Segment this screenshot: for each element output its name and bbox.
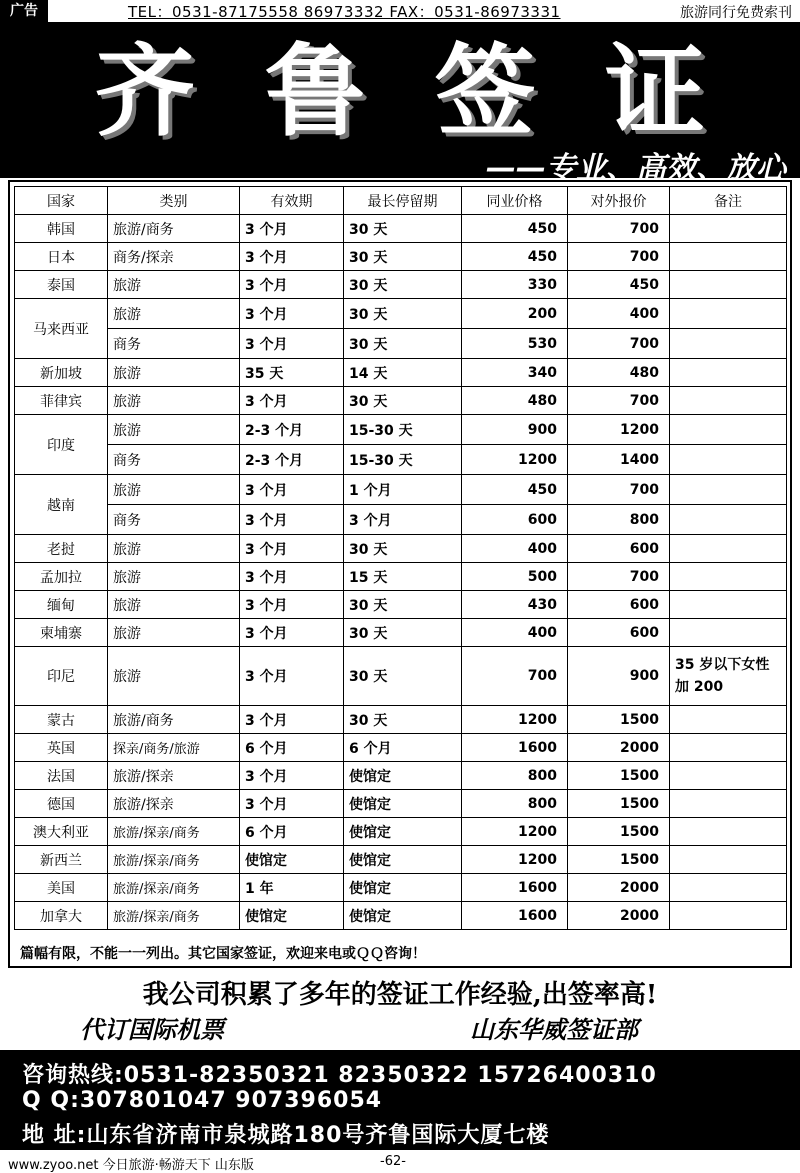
country-cell: 柬埔寨 (15, 619, 108, 647)
trade-price-cell: 800 (462, 790, 568, 818)
title-char: 齐 (95, 33, 195, 150)
type-cell: 旅游/探亲 (108, 762, 240, 790)
validity-cell: 3 个月 (240, 329, 344, 359)
retail-price-cell: 700 (568, 387, 670, 415)
title-char: 签 (435, 33, 535, 150)
country-cell: 缅甸 (15, 591, 108, 619)
table-row (15, 535, 787, 563)
country-cell: 新西兰 (15, 846, 108, 874)
remarks-cell (670, 734, 787, 762)
ad-label: 广告 (0, 0, 48, 22)
validity-cell: 3 个月 (240, 535, 344, 563)
validity-cell: 3 个月 (240, 271, 344, 299)
top-bar (0, 0, 800, 23)
type-cell: 旅游 (108, 387, 240, 415)
retail-price-cell: 2000 (568, 902, 670, 930)
retail-price-cell: 1400 (568, 445, 670, 475)
country-cell: 法国 (15, 762, 108, 790)
stay-cell: 30 天 (344, 271, 462, 299)
retail-price-cell: 1500 (568, 790, 670, 818)
table-row (15, 445, 787, 475)
type-cell: 旅游/商务 (108, 215, 240, 243)
table-row (15, 415, 787, 445)
stay-cell: 30 天 (344, 299, 462, 329)
validity-cell: 2-3 个月 (240, 445, 344, 475)
validity-cell: 3 个月 (240, 706, 344, 734)
stay-cell: 30 天 (344, 243, 462, 271)
title-char: 鲁 (265, 33, 365, 150)
stay-cell: 1 个月 (344, 475, 462, 505)
retail-price-cell: 450 (568, 271, 670, 299)
retail-price-cell: 600 (568, 591, 670, 619)
header-max-stay: 最长停留期 (344, 187, 462, 215)
stay-cell: 使馆定 (344, 846, 462, 874)
contact-line: TEL：0531-87175558 86973332 FAX：0531-86973331 (128, 3, 561, 21)
type-cell: 探亲/商务/旅游 (108, 734, 240, 762)
trade-price-cell: 400 (462, 619, 568, 647)
retail-price-cell: 700 (568, 215, 670, 243)
type-cell: 旅游/商务 (108, 706, 240, 734)
validity-cell: 3 个月 (240, 243, 344, 271)
type-cell: 旅游 (108, 415, 240, 445)
retail-price-cell: 1500 (568, 818, 670, 846)
stay-cell: 3 个月 (344, 505, 462, 535)
table-row (15, 563, 787, 591)
stay-cell: 使馆定 (344, 762, 462, 790)
country-cell: 韩国 (15, 215, 108, 243)
title-banner (0, 23, 800, 186)
page-footer (0, 1152, 800, 1172)
trade-price-cell: 430 (462, 591, 568, 619)
country-cell: 孟加拉 (15, 563, 108, 591)
country-cell: 日本 (15, 243, 108, 271)
table-header-row (15, 187, 787, 215)
stay-cell: 30 天 (344, 535, 462, 563)
trade-price-cell: 1200 (462, 818, 568, 846)
remarks-cell (670, 591, 787, 619)
retail-price-cell: 700 (568, 563, 670, 591)
type-cell: 旅游 (108, 647, 240, 706)
trade-price-cell: 1200 (462, 706, 568, 734)
stay-cell: 使馆定 (344, 874, 462, 902)
remarks-cell (670, 329, 787, 359)
table-row (15, 790, 787, 818)
validity-cell: 1 年 (240, 874, 344, 902)
remarks-cell (670, 874, 787, 902)
remarks-cell (670, 535, 787, 563)
stay-cell: 30 天 (344, 706, 462, 734)
stay-cell: 15-30 天 (344, 415, 462, 445)
table-row (15, 359, 787, 387)
table-row (15, 734, 787, 762)
type-cell: 旅游/探亲/商务 (108, 874, 240, 902)
type-cell: 旅游 (108, 271, 240, 299)
trade-price-cell: 200 (462, 299, 568, 329)
service-air-tickets: 代订国际机票 (80, 1016, 224, 1044)
table-row (15, 762, 787, 790)
type-cell: 旅游 (108, 535, 240, 563)
remarks-cell (670, 271, 787, 299)
type-cell: 商务 (108, 505, 240, 535)
stay-cell: 使馆定 (344, 790, 462, 818)
type-cell: 商务 (108, 445, 240, 475)
table-footnote: 篇幅有限，不能一一列出。其它国家签证，欢迎来电或ＱＱ咨询！ (20, 946, 426, 962)
trade-price-cell: 480 (462, 387, 568, 415)
trade-price-cell: 800 (462, 762, 568, 790)
address: 地 址:山东省济南市泉城路180号齐鲁国际大厦七楼 (22, 1123, 550, 1148)
validity-cell: 3 个月 (240, 647, 344, 706)
site-info: www.zyoo.net 今日旅游·畅游天下 山东版 (8, 1158, 254, 1173)
retail-price-cell: 800 (568, 505, 670, 535)
validity-cell: 3 个月 (240, 215, 344, 243)
remarks-cell (670, 619, 787, 647)
remarks-cell (670, 415, 787, 445)
retail-price-cell: 600 (568, 535, 670, 563)
remarks-cell (670, 445, 787, 475)
country-cell: 英国 (15, 734, 108, 762)
trade-price-cell: 330 (462, 271, 568, 299)
validity-cell: 3 个月 (240, 505, 344, 535)
stay-cell: 15 天 (344, 563, 462, 591)
retail-price-cell: 480 (568, 359, 670, 387)
table-row (15, 846, 787, 874)
stay-cell: 使馆定 (344, 818, 462, 846)
stay-cell: 14 天 (344, 359, 462, 387)
trade-price-cell: 530 (462, 329, 568, 359)
type-cell: 旅游/探亲/商务 (108, 818, 240, 846)
header-remarks: 备注 (670, 187, 787, 215)
country-cell: 马来西亚 (15, 299, 108, 359)
remarks-cell (670, 762, 787, 790)
visa-price-table-frame (8, 180, 792, 968)
validity-cell: 3 个月 (240, 591, 344, 619)
type-cell: 旅游/探亲/商务 (108, 902, 240, 930)
remarks-cell (670, 505, 787, 535)
visa-price-table (14, 186, 787, 930)
remarks-cell (670, 475, 787, 505)
header-validity: 有效期 (240, 187, 344, 215)
remarks-cell (670, 299, 787, 329)
validity-cell: 3 个月 (240, 619, 344, 647)
retail-price-cell: 2000 (568, 874, 670, 902)
trade-price-cell: 400 (462, 535, 568, 563)
type-cell: 旅游 (108, 591, 240, 619)
trade-price-cell: 1200 (462, 846, 568, 874)
retail-price-cell: 1500 (568, 706, 670, 734)
table-row (15, 299, 787, 329)
retail-price-cell: 700 (568, 329, 670, 359)
stay-cell: 30 天 (344, 591, 462, 619)
validity-cell: 3 个月 (240, 299, 344, 329)
header-country: 国家 (15, 187, 108, 215)
type-cell: 旅游 (108, 563, 240, 591)
table-row (15, 243, 787, 271)
remarks-cell (670, 846, 787, 874)
trade-price-cell: 450 (462, 475, 568, 505)
type-cell: 旅游 (108, 619, 240, 647)
stay-cell: 30 天 (344, 647, 462, 706)
trade-price-cell: 450 (462, 243, 568, 271)
validity-cell: 使馆定 (240, 902, 344, 930)
hotline: 咨询热线:0531-82350321 82350322 15726400310 (22, 1063, 657, 1088)
table-row (15, 591, 787, 619)
type-cell: 旅游 (108, 299, 240, 329)
trade-price-cell: 340 (462, 359, 568, 387)
remarks-cell (670, 387, 787, 415)
contact-block (0, 1050, 800, 1150)
retail-price-cell: 2000 (568, 734, 670, 762)
retail-price-cell: 700 (568, 243, 670, 271)
country-cell: 印尼 (15, 647, 108, 706)
validity-cell: 3 个月 (240, 475, 344, 505)
type-cell: 旅游 (108, 475, 240, 505)
header-trade-price: 同业价格 (462, 187, 568, 215)
table-row (15, 619, 787, 647)
table-row (15, 215, 787, 243)
retail-price-cell: 900 (568, 647, 670, 706)
slogan: ——专业、高效、放心 (486, 151, 786, 186)
remarks-cell (670, 243, 787, 271)
remarks-cell (670, 790, 787, 818)
country-cell: 加拿大 (15, 902, 108, 930)
type-cell: 旅游/探亲 (108, 790, 240, 818)
validity-cell: 3 个月 (240, 563, 344, 591)
type-cell: 商务/探亲 (108, 243, 240, 271)
country-cell: 新加坡 (15, 359, 108, 387)
remarks-cell (670, 359, 787, 387)
header-type: 类别 (108, 187, 240, 215)
validity-cell: 35 天 (240, 359, 344, 387)
country-cell: 老挝 (15, 535, 108, 563)
publication-label: 旅游同行免费索刊 (680, 5, 792, 21)
trade-price-cell: 900 (462, 415, 568, 445)
qq-numbers: Q Q:307801047 907396054 (22, 1088, 383, 1113)
stay-cell: 30 天 (344, 215, 462, 243)
country-cell: 美国 (15, 874, 108, 902)
type-cell: 旅游 (108, 359, 240, 387)
remarks-cell (670, 215, 787, 243)
validity-cell: 3 个月 (240, 790, 344, 818)
trade-price-cell: 450 (462, 215, 568, 243)
country-cell: 蒙古 (15, 706, 108, 734)
stay-cell: 15-30 天 (344, 445, 462, 475)
table-row (15, 874, 787, 902)
validity-cell: 2-3 个月 (240, 415, 344, 445)
table-row (15, 706, 787, 734)
title-char: 证 (605, 33, 705, 150)
trade-price-cell: 700 (462, 647, 568, 706)
country-cell: 越南 (15, 475, 108, 535)
validity-cell: 3 个月 (240, 387, 344, 415)
retail-price-cell: 1200 (568, 415, 670, 445)
table-row (15, 475, 787, 505)
validity-cell: 6 个月 (240, 818, 344, 846)
validity-cell: 使馆定 (240, 846, 344, 874)
table-row (15, 505, 787, 535)
stay-cell: 30 天 (344, 329, 462, 359)
table-row (15, 271, 787, 299)
country-cell: 印度 (15, 415, 108, 475)
experience-statement: 我公司积累了多年的签证工作经验,出签率高! (142, 980, 658, 1010)
validity-cell: 6 个月 (240, 734, 344, 762)
table-row (15, 902, 787, 930)
header-retail-price: 对外报价 (568, 187, 670, 215)
remarks-cell (670, 818, 787, 846)
country-cell: 澳大利亚 (15, 818, 108, 846)
trade-price-cell: 1600 (462, 734, 568, 762)
trade-price-cell: 500 (462, 563, 568, 591)
retail-price-cell: 1500 (568, 846, 670, 874)
remarks-cell: 35 岁以下女性加 200 (670, 647, 787, 706)
main-title (0, 33, 800, 150)
type-cell: 商务 (108, 329, 240, 359)
country-cell: 德国 (15, 790, 108, 818)
table-body (15, 215, 787, 930)
remarks-cell (670, 706, 787, 734)
table-row (15, 647, 787, 706)
stay-cell: 30 天 (344, 619, 462, 647)
trade-price-cell: 1200 (462, 445, 568, 475)
trade-price-cell: 1600 (462, 874, 568, 902)
country-cell: 菲律宾 (15, 387, 108, 415)
type-cell: 旅游/探亲/商务 (108, 846, 240, 874)
trade-price-cell: 1600 (462, 902, 568, 930)
validity-cell: 3 个月 (240, 762, 344, 790)
retail-price-cell: 1500 (568, 762, 670, 790)
trade-price-cell: 600 (462, 505, 568, 535)
table-row (15, 818, 787, 846)
stay-cell: 6 个月 (344, 734, 462, 762)
country-cell: 泰国 (15, 271, 108, 299)
retail-price-cell: 700 (568, 475, 670, 505)
table-row (15, 387, 787, 415)
remarks-cell (670, 902, 787, 930)
table-row (15, 329, 787, 359)
stay-cell: 30 天 (344, 387, 462, 415)
remarks-cell (670, 563, 787, 591)
stay-cell: 使馆定 (344, 902, 462, 930)
retail-price-cell: 600 (568, 619, 670, 647)
service-visa-department: 山东华威签证部 (470, 1016, 638, 1044)
retail-price-cell: 400 (568, 299, 670, 329)
page-number: -62- (380, 1154, 406, 1169)
